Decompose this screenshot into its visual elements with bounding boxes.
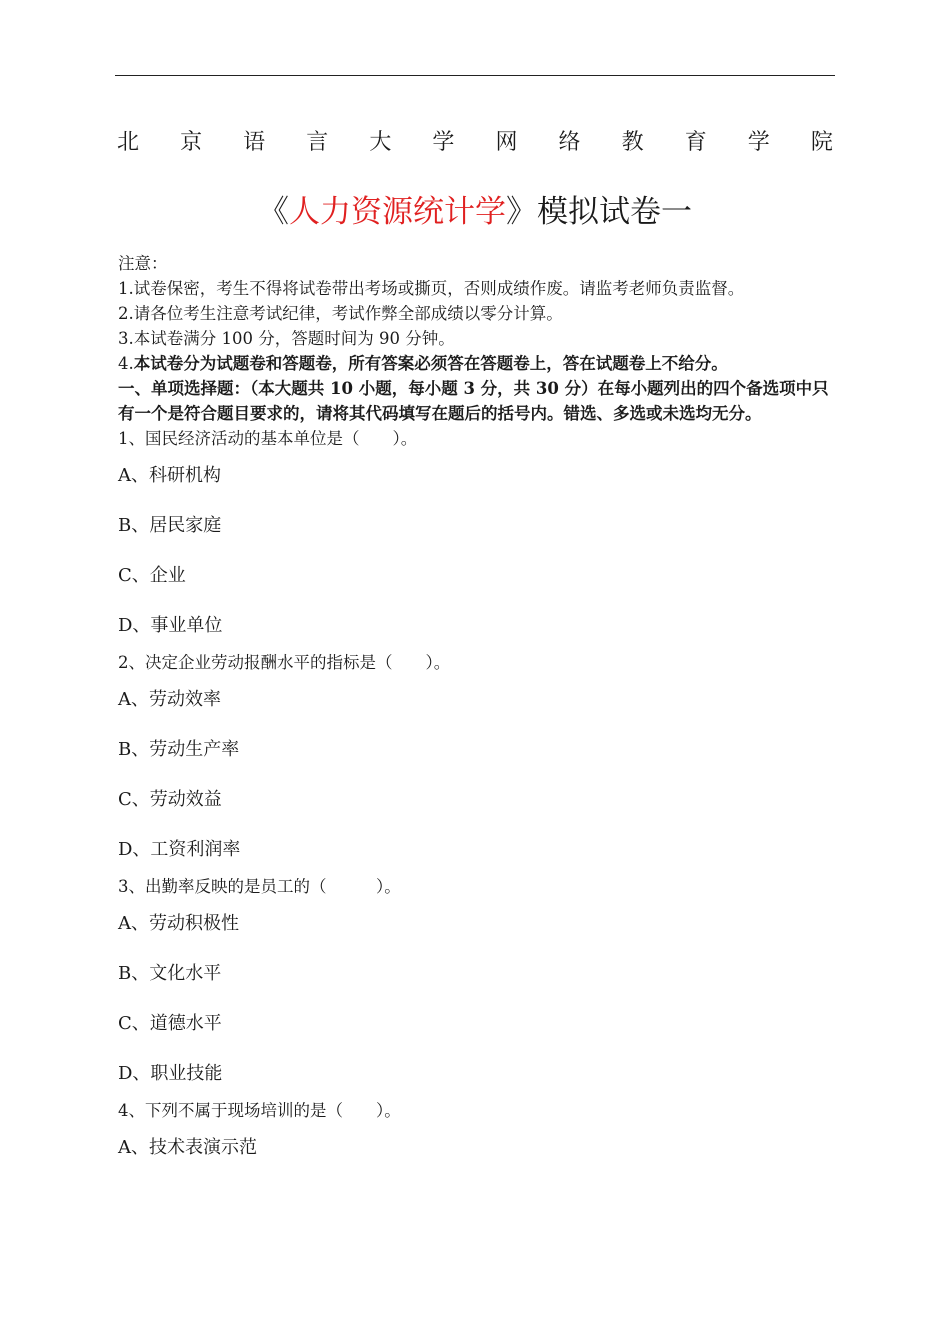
option-item: D、工资利润率 — [118, 839, 241, 860]
note-1: 1.试卷保密，考生不得将试卷带出考场或撕页，否则成绩作废。请监考老师负责监督。 — [118, 279, 745, 298]
school-char: 北 — [117, 130, 140, 155]
note-4-number: 4. — [118, 354, 134, 373]
exam-title — [0, 190, 950, 234]
school-char: 教 — [621, 130, 644, 155]
option-item: C、劳动效益 — [118, 789, 222, 810]
question-stem: 4、下列不属于现场培训的是（ ）。 — [118, 1101, 401, 1120]
option-item: B、居民家庭 — [118, 515, 222, 536]
school-char: 大 — [369, 130, 392, 155]
school-char: 育 — [684, 130, 707, 155]
school-name — [117, 128, 833, 158]
question-stem: 1、国民经济活动的基本单位是（ ）。 — [118, 429, 418, 448]
school-char: 络 — [558, 130, 581, 155]
exam-content — [118, 251, 838, 1160]
option-item: A、劳动效率 — [118, 689, 221, 710]
school-char: 京 — [180, 130, 203, 155]
note-4-text: 本试卷分为试题卷和答题卷，所有答案必须答在答题卷上，答在试题卷上不给分。 — [133, 354, 728, 373]
title-rest: 》模拟试卷一 — [506, 194, 692, 230]
header-rule — [115, 75, 835, 76]
school-char: 学 — [432, 130, 455, 155]
notes-label: 注意： — [118, 254, 168, 273]
title-open-bracket: 《 — [258, 194, 289, 230]
school-char: 语 — [243, 130, 266, 155]
option-item: A、劳动积极性 — [118, 913, 239, 934]
school-char: 院 — [810, 130, 833, 155]
section-1-heading: 一、单项选择题：（本大题共 10 小题，每小题 3 分，共 30 分）在每小题列出的四个备选项中只有一个是符合题目要求的，请将其代码填写在题后的括号内。错选、多选或未选均无分。 — [118, 379, 829, 423]
option-item: C、道德水平 — [118, 1013, 222, 1034]
option-item: D、职业技能 — [118, 1063, 223, 1084]
school-char: 网 — [495, 130, 518, 155]
question-stem: 3、出勤率反映的是员工的（ ）。 — [118, 877, 401, 896]
option-item: B、文化水平 — [118, 963, 222, 984]
note-3: 3.本试卷满分 100 分，答题时间为 90 分钟。 — [118, 329, 455, 348]
question-stem: 2、决定企业劳动报酬水平的指标是（ ）。 — [118, 653, 451, 672]
note-2: 2.请各位考生注意考试纪律，考试作弊全部成绩以零分计算。 — [118, 304, 563, 323]
option-item: C、企业 — [118, 565, 186, 586]
option-item: D、事业单位 — [118, 615, 223, 636]
option-item: A、科研机构 — [118, 465, 221, 486]
note-4 — [118, 351, 838, 376]
school-char: 言 — [306, 130, 329, 155]
title-subject: 人力资源统计学 — [289, 194, 506, 230]
option-item: A、技术表演示范 — [118, 1137, 257, 1158]
option-item: B、劳动生产率 — [118, 739, 240, 760]
school-char: 学 — [747, 130, 770, 155]
